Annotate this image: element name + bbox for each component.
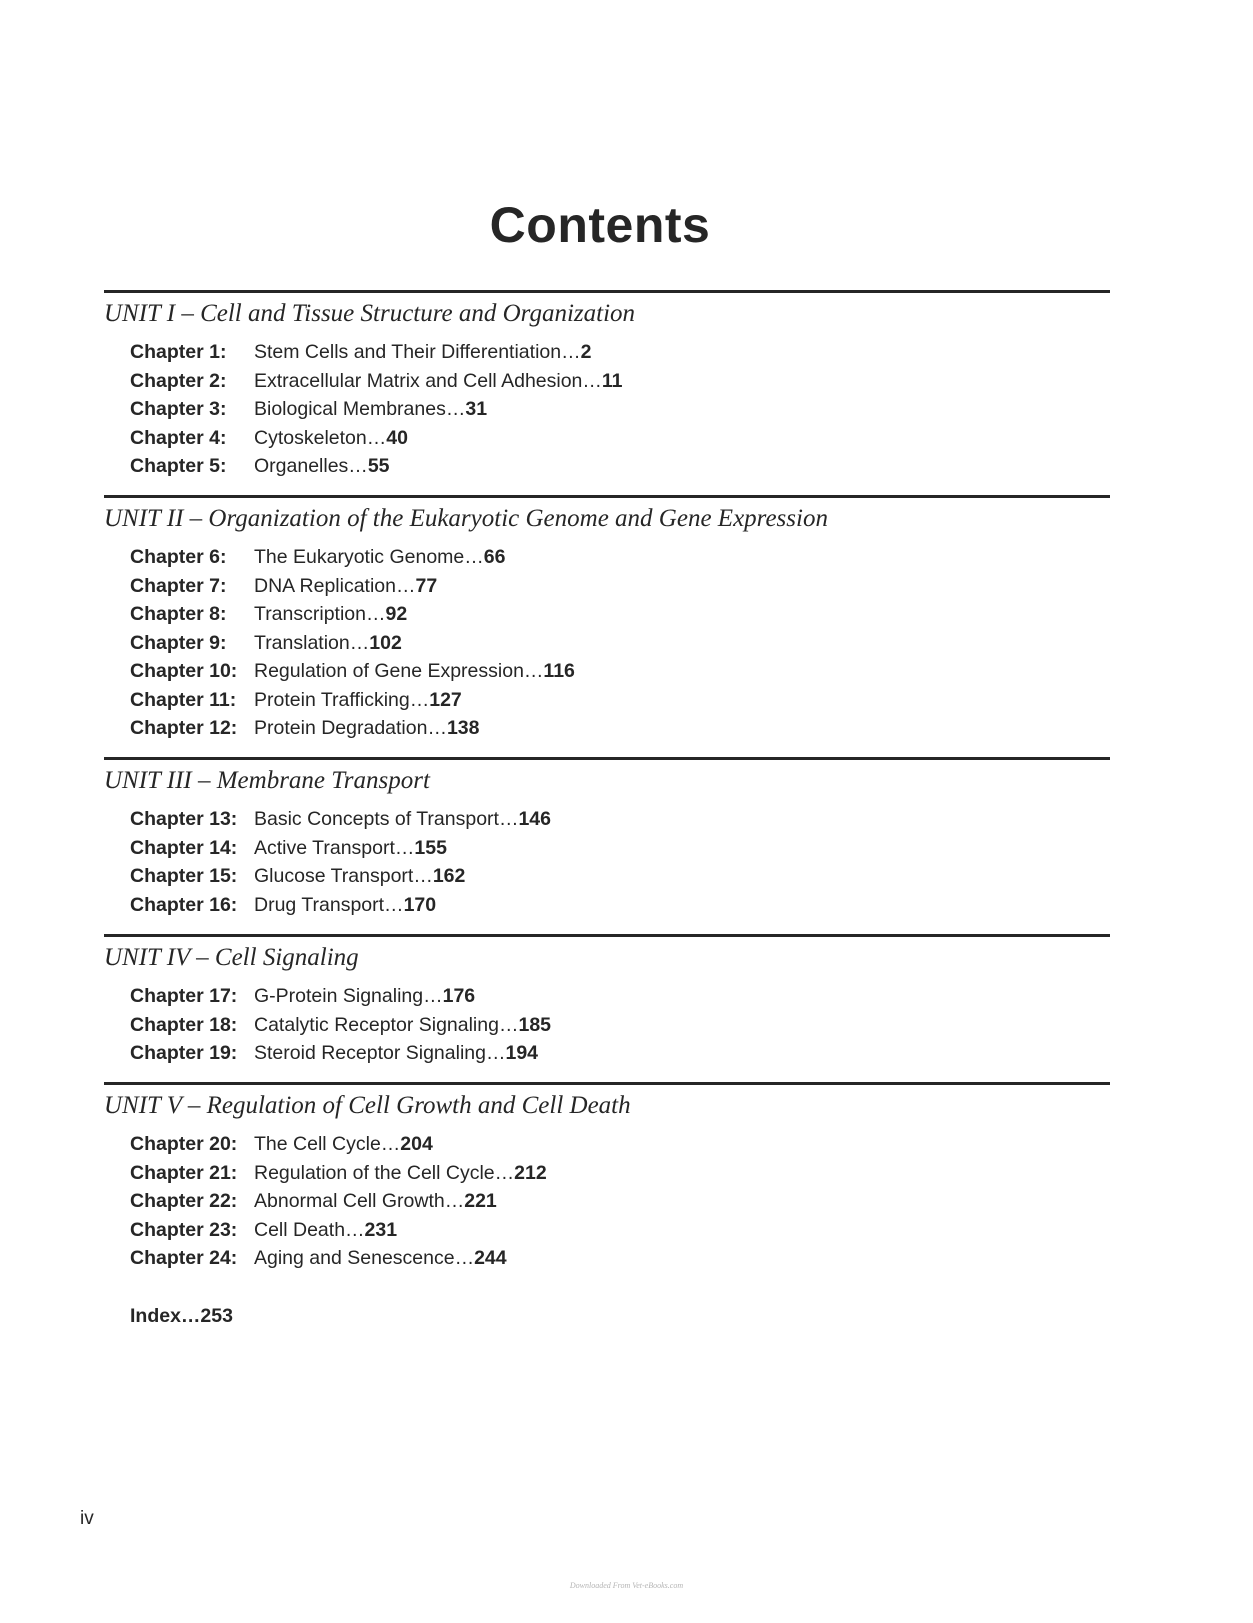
chapter-entry[interactable]	[130, 452, 1110, 481]
chapter-label: Chapter 18:	[130, 1013, 238, 1036]
chapter-label: Chapter 9:	[130, 631, 227, 654]
chapter-entry[interactable]	[130, 1011, 1110, 1040]
chapter-label: Chapter 22:	[130, 1190, 238, 1212]
chapter-label: Chapter 7:	[130, 574, 227, 597]
section-divider	[104, 495, 1110, 498]
chapter-list	[104, 982, 1110, 1068]
chapter-title: Protein Trafficking…	[254, 688, 430, 711]
section-divider	[104, 290, 1110, 293]
chapter-label: Chapter 11:	[130, 688, 237, 711]
chapter-label: Chapter 14:	[130, 836, 238, 859]
chapter-title: Organelles…	[254, 455, 368, 477]
chapter-title: Cell Death…	[254, 1218, 365, 1241]
chapter-page-number: 92	[385, 603, 408, 625]
chapter-title: DNA Replication…	[254, 574, 416, 597]
chapter-entry[interactable]	[130, 572, 1110, 601]
chapter-entry[interactable]	[130, 1244, 1110, 1273]
chapter-label: Chapter 21:	[130, 1161, 238, 1184]
chapter-page-number: 155	[414, 836, 447, 859]
unit-heading: UNIT II – Organization of the Eukaryotic Genome and Gene Expression	[104, 505, 828, 532]
chapter-page-number: 77	[415, 574, 438, 597]
chapter-page-number: 162	[432, 865, 466, 887]
chapter-title: Glucose Transport…	[254, 865, 433, 887]
chapter-entry[interactable]	[130, 338, 1110, 367]
chapter-title: Active Transport…	[254, 836, 415, 859]
chapter-label: Chapter 1:	[130, 341, 227, 363]
chapter-title: Abnormal Cell Growth…	[254, 1190, 465, 1212]
chapter-title: Regulation of Gene Expression…	[254, 660, 544, 682]
chapter-label: Chapter 10:	[130, 660, 238, 682]
chapter-title: Extracellular Matrix and Cell Adhesion…	[254, 369, 602, 392]
chapter-entry[interactable]	[130, 657, 1110, 686]
chapter-label: Chapter 13:	[130, 808, 238, 830]
page-number: iv	[80, 1508, 94, 1529]
chapter-title: Stem Cells and Their Differentiation…	[254, 341, 581, 363]
unit-heading: UNIT III – Membrane Transport	[104, 767, 430, 794]
unit-section	[104, 495, 1110, 743]
watermark: Downloaded From Vet-eBooks.com	[569, 1581, 684, 1590]
chapter-title: Translation…	[254, 631, 370, 654]
chapter-title: Steroid Receptor Signaling…	[254, 1042, 506, 1064]
chapter-entry[interactable]	[130, 367, 1110, 396]
unit-heading: UNIT I – Cell and Tissue Structure and Organization	[104, 300, 636, 327]
unit-section	[104, 290, 1110, 481]
chapter-title: Regulation of the Cell Cycle…	[254, 1161, 515, 1184]
chapter-entry[interactable]	[130, 891, 1110, 920]
section-divider	[104, 1082, 1110, 1085]
section-divider	[104, 757, 1110, 760]
unit-heading: UNIT V – Regulation of Cell Growth and Cell Death	[104, 1092, 631, 1119]
chapter-page-number: 204	[400, 1133, 433, 1155]
chapter-label: Chapter 6:	[130, 546, 227, 568]
chapter-title: Basic Concepts of Transport…	[254, 808, 519, 830]
chapter-page-number: 194	[505, 1042, 539, 1064]
chapter-page-number: 244	[474, 1247, 507, 1269]
chapter-page-number: 11	[601, 369, 623, 392]
chapter-label: Chapter 12:	[130, 717, 238, 739]
chapter-page-number: 2	[580, 341, 592, 363]
unit-section	[104, 757, 1110, 919]
chapter-entry[interactable]	[130, 1130, 1110, 1159]
chapter-page-number: 55	[367, 455, 390, 477]
chapter-entry[interactable]	[130, 1159, 1110, 1188]
chapter-entry[interactable]	[130, 686, 1110, 715]
chapter-entry[interactable]	[130, 982, 1110, 1011]
unit-section	[104, 934, 1110, 1068]
chapter-list	[104, 805, 1110, 919]
chapter-page-number: 116	[543, 660, 575, 682]
chapter-entry[interactable]	[130, 1187, 1110, 1216]
chapter-title: Biological Membranes…	[254, 398, 466, 420]
chapter-title: The Eukaryotic Genome…	[254, 546, 484, 568]
chapter-title: Catalytic Receptor Signaling…	[254, 1013, 519, 1036]
chapter-title: Transcription…	[254, 603, 386, 625]
chapter-title: The Cell Cycle…	[254, 1133, 401, 1155]
chapter-label: Chapter 17:	[130, 985, 238, 1007]
chapter-label: Chapter 24:	[130, 1247, 238, 1269]
chapter-page-number: 185	[518, 1013, 552, 1036]
chapter-entry[interactable]	[130, 834, 1110, 863]
chapter-page-number: 31	[465, 398, 488, 420]
chapter-entry[interactable]	[130, 395, 1110, 424]
chapter-page-number: 40	[386, 426, 408, 449]
unit-section	[104, 1082, 1110, 1273]
unit-heading: UNIT IV – Cell Signaling	[104, 944, 359, 971]
chapter-label: Chapter 2:	[130, 369, 227, 392]
chapter-title: Drug Transport…	[254, 893, 404, 916]
chapter-entry[interactable]	[130, 600, 1110, 629]
chapter-label: Chapter 3:	[130, 398, 227, 420]
chapter-list	[104, 1130, 1110, 1273]
page-title: Contents	[489, 197, 711, 253]
chapter-entry[interactable]	[130, 1039, 1110, 1068]
chapter-page-number: 176	[442, 985, 476, 1007]
chapter-page-number: 138	[446, 717, 480, 739]
chapter-label: Chapter 4:	[130, 426, 227, 449]
chapter-entry[interactable]	[130, 862, 1110, 891]
chapter-page-number: 221	[464, 1190, 497, 1212]
chapter-label: Chapter 16:	[130, 893, 238, 916]
chapter-page-number: 146	[518, 808, 551, 830]
chapter-page-number: 170	[403, 893, 437, 916]
chapter-label: Chapter 8:	[130, 603, 227, 625]
section-divider	[104, 934, 1110, 937]
chapter-entry[interactable]	[130, 424, 1110, 453]
index-entry[interactable]: Index…253	[130, 1305, 233, 1327]
chapter-label: Chapter 23:	[130, 1218, 238, 1241]
chapter-title: G-Protein Signaling…	[254, 985, 443, 1007]
chapter-list	[104, 543, 1110, 743]
chapter-label: Chapter 5:	[130, 455, 227, 477]
chapter-entry[interactable]	[130, 543, 1110, 572]
chapter-title: Protein Degradation…	[254, 717, 447, 739]
chapter-page-number: 212	[514, 1161, 547, 1184]
chapter-label: Chapter 20:	[130, 1133, 238, 1155]
chapter-page-number: 102	[369, 631, 402, 654]
chapter-entry[interactable]	[130, 805, 1110, 834]
chapter-title: Aging and Senescence…	[254, 1247, 475, 1269]
chapter-page-number: 231	[364, 1218, 398, 1241]
chapter-page-number: 66	[483, 546, 506, 568]
chapter-label: Chapter 15:	[130, 865, 238, 887]
chapter-entry[interactable]	[130, 714, 1110, 743]
chapter-title: Cytoskeleton…	[254, 426, 387, 449]
chapter-label: Chapter 19:	[130, 1042, 238, 1064]
chapter-page-number: 127	[429, 688, 462, 711]
chapter-entry[interactable]	[130, 1216, 1110, 1245]
chapter-list	[104, 338, 1110, 481]
chapter-entry[interactable]	[130, 629, 1110, 658]
